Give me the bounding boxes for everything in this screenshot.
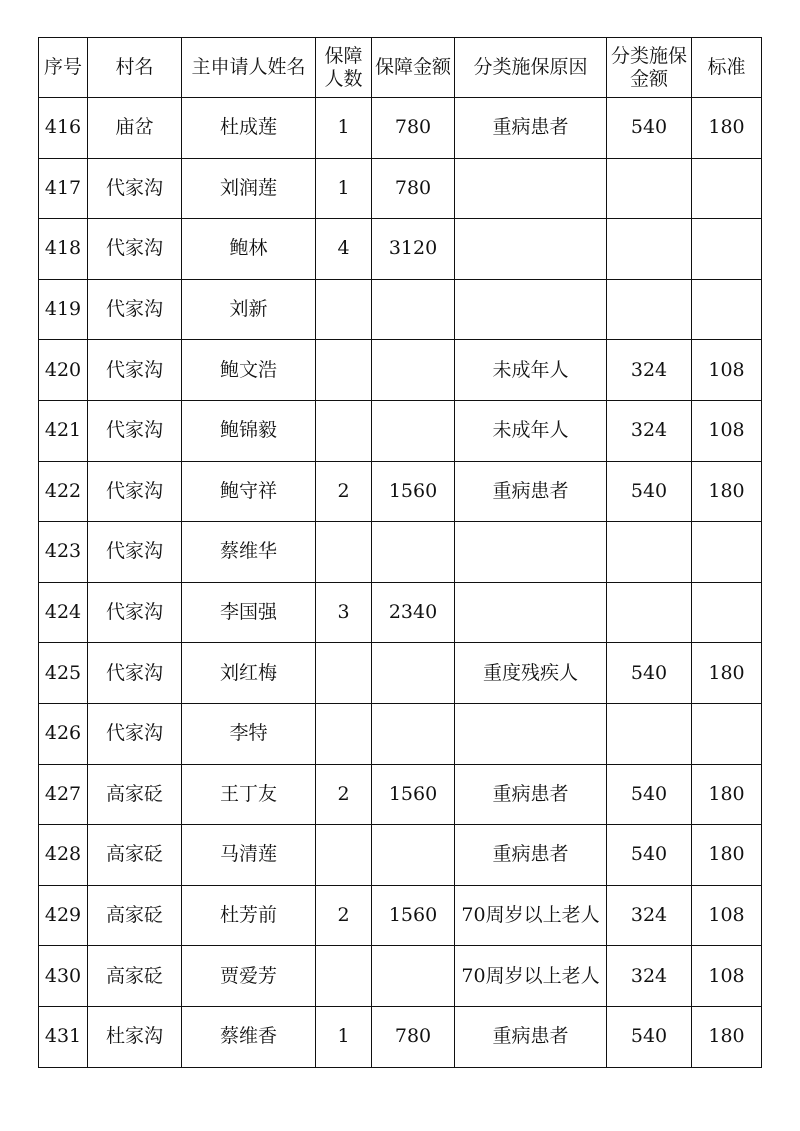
- cell-serial-no: 427: [39, 764, 88, 825]
- cell-standard: 180: [692, 825, 762, 886]
- cell-covered-persons: [316, 825, 372, 886]
- cell-covered-persons: 2: [316, 764, 372, 825]
- cell-standard: 108: [692, 885, 762, 946]
- cell-covered-persons: [316, 703, 372, 764]
- header-category-amount: 分类施保金额: [607, 38, 692, 98]
- cell-category-amount: 324: [607, 400, 692, 461]
- header-covered-persons: 保障人数: [316, 38, 372, 98]
- cell-benefit-amount: [372, 825, 455, 886]
- cell-serial-no: 429: [39, 885, 88, 946]
- cell-applicant-name: 鲍守祥: [182, 461, 316, 522]
- cell-applicant-name: 杜芳前: [182, 885, 316, 946]
- header-category-reason: 分类施保原因: [455, 38, 607, 98]
- cell-category-reason: 重病患者: [455, 825, 607, 886]
- cell-category-amount: 540: [607, 764, 692, 825]
- cell-standard: 180: [692, 764, 762, 825]
- cell-village: 高家砭: [88, 764, 182, 825]
- cell-serial-no: 422: [39, 461, 88, 522]
- cell-covered-persons: 1: [316, 1006, 372, 1067]
- cell-category-reason: 70周岁以上老人: [455, 885, 607, 946]
- cell-category-amount: 540: [607, 1006, 692, 1067]
- header-standard: 标准: [692, 38, 762, 98]
- cell-covered-persons: 3: [316, 582, 372, 643]
- cell-category-reason: 未成年人: [455, 340, 607, 401]
- table-row: [39, 643, 762, 704]
- cell-benefit-amount: 1560: [372, 764, 455, 825]
- cell-benefit-amount: [372, 643, 455, 704]
- cell-covered-persons: 2: [316, 461, 372, 522]
- cell-village: 代家沟: [88, 279, 182, 340]
- cell-standard: [692, 703, 762, 764]
- cell-village: 代家沟: [88, 158, 182, 219]
- header-village: 村名: [88, 38, 182, 98]
- header-serial-no: 序号: [39, 38, 88, 98]
- table-row: [39, 582, 762, 643]
- cell-standard: 180: [692, 1006, 762, 1067]
- cell-applicant-name: 贾爱芳: [182, 946, 316, 1007]
- cell-village: 代家沟: [88, 703, 182, 764]
- table-row: [39, 279, 762, 340]
- cell-village: 高家砭: [88, 885, 182, 946]
- cell-serial-no: 416: [39, 98, 88, 159]
- cell-category-reason: 重病患者: [455, 1006, 607, 1067]
- table-row: [39, 522, 762, 583]
- cell-category-reason: [455, 703, 607, 764]
- cell-category-reason: 重度残疾人: [455, 643, 607, 704]
- cell-serial-no: 431: [39, 1006, 88, 1067]
- cell-applicant-name: 鲍锦毅: [182, 400, 316, 461]
- cell-category-amount: 324: [607, 340, 692, 401]
- cell-benefit-amount: 2340: [372, 582, 455, 643]
- cell-village: 高家砭: [88, 825, 182, 886]
- cell-standard: [692, 219, 762, 280]
- cell-category-amount: 540: [607, 825, 692, 886]
- cell-category-reason: [455, 219, 607, 280]
- cell-category-reason: [455, 279, 607, 340]
- table-row: [39, 1006, 762, 1067]
- table-row: [39, 98, 762, 159]
- table-row: [39, 158, 762, 219]
- cell-serial-no: 428: [39, 825, 88, 886]
- cell-applicant-name: 刘红梅: [182, 643, 316, 704]
- cell-category-reason: 重病患者: [455, 764, 607, 825]
- cell-village: 代家沟: [88, 219, 182, 280]
- table-row: [39, 703, 762, 764]
- cell-standard: [692, 158, 762, 219]
- cell-category-amount: 324: [607, 946, 692, 1007]
- cell-serial-no: 426: [39, 703, 88, 764]
- cell-category-reason: 未成年人: [455, 400, 607, 461]
- cell-standard: 108: [692, 400, 762, 461]
- cell-applicant-name: 刘润莲: [182, 158, 316, 219]
- cell-applicant-name: 鲍林: [182, 219, 316, 280]
- cell-village: 代家沟: [88, 582, 182, 643]
- cell-category-amount: [607, 219, 692, 280]
- cell-benefit-amount: 780: [372, 158, 455, 219]
- cell-applicant-name: 蔡维华: [182, 522, 316, 583]
- cell-benefit-amount: [372, 279, 455, 340]
- cell-village: 代家沟: [88, 643, 182, 704]
- cell-applicant-name: 马清莲: [182, 825, 316, 886]
- table-row: [39, 764, 762, 825]
- cell-applicant-name: 王丁友: [182, 764, 316, 825]
- cell-category-amount: [607, 703, 692, 764]
- cell-standard: 180: [692, 643, 762, 704]
- cell-benefit-amount: 1560: [372, 461, 455, 522]
- cell-village: 高家砭: [88, 946, 182, 1007]
- cell-applicant-name: 李特: [182, 703, 316, 764]
- cell-covered-persons: [316, 946, 372, 1007]
- table-body: [39, 98, 762, 1068]
- table-row: [39, 340, 762, 401]
- cell-covered-persons: 1: [316, 158, 372, 219]
- cell-category-reason: [455, 582, 607, 643]
- table-header-row: [39, 38, 762, 98]
- cell-serial-no: 424: [39, 582, 88, 643]
- cell-benefit-amount: [372, 946, 455, 1007]
- cell-standard: 180: [692, 98, 762, 159]
- cell-covered-persons: [316, 340, 372, 401]
- table-row: [39, 885, 762, 946]
- cell-applicant-name: 李国强: [182, 582, 316, 643]
- cell-category-amount: [607, 279, 692, 340]
- cell-standard: 108: [692, 946, 762, 1007]
- cell-benefit-amount: [372, 400, 455, 461]
- cell-category-reason: 重病患者: [455, 98, 607, 159]
- cell-category-amount: 540: [607, 98, 692, 159]
- cell-applicant-name: 刘新: [182, 279, 316, 340]
- header-benefit-amount: 保障金额: [372, 38, 455, 98]
- cell-benefit-amount: [372, 703, 455, 764]
- cell-benefit-amount: 3120: [372, 219, 455, 280]
- cell-applicant-name: 蔡维香: [182, 1006, 316, 1067]
- table-row: [39, 219, 762, 280]
- cell-serial-no: 418: [39, 219, 88, 280]
- cell-category-amount: [607, 522, 692, 583]
- cell-category-amount: 540: [607, 643, 692, 704]
- cell-village: 庙岔: [88, 98, 182, 159]
- cell-category-reason: 70周岁以上老人: [455, 946, 607, 1007]
- assistance-roster-table: [38, 37, 762, 1068]
- cell-covered-persons: [316, 400, 372, 461]
- cell-standard: 180: [692, 461, 762, 522]
- cell-standard: [692, 582, 762, 643]
- cell-serial-no: 417: [39, 158, 88, 219]
- cell-benefit-amount: 780: [372, 98, 455, 159]
- table-row: [39, 825, 762, 886]
- cell-standard: 108: [692, 340, 762, 401]
- table-row: [39, 946, 762, 1007]
- cell-category-reason: [455, 158, 607, 219]
- cell-applicant-name: 杜成莲: [182, 98, 316, 159]
- table-row: [39, 461, 762, 522]
- cell-village: 代家沟: [88, 461, 182, 522]
- cell-category-amount: [607, 158, 692, 219]
- cell-village: 代家沟: [88, 522, 182, 583]
- cell-village: 杜家沟: [88, 1006, 182, 1067]
- cell-serial-no: 430: [39, 946, 88, 1007]
- cell-covered-persons: [316, 522, 372, 583]
- cell-category-reason: 重病患者: [455, 461, 607, 522]
- cell-category-amount: 540: [607, 461, 692, 522]
- cell-category-amount: 324: [607, 885, 692, 946]
- cell-serial-no: 425: [39, 643, 88, 704]
- cell-serial-no: 420: [39, 340, 88, 401]
- cell-benefit-amount: [372, 340, 455, 401]
- cell-covered-persons: 1: [316, 98, 372, 159]
- cell-serial-no: 419: [39, 279, 88, 340]
- cell-covered-persons: 2: [316, 885, 372, 946]
- cell-category-reason: [455, 522, 607, 583]
- cell-benefit-amount: [372, 522, 455, 583]
- header-applicant-name: 主申请人姓名: [182, 38, 316, 98]
- cell-benefit-amount: 780: [372, 1006, 455, 1067]
- cell-standard: [692, 522, 762, 583]
- cell-serial-no: 423: [39, 522, 88, 583]
- cell-village: 代家沟: [88, 340, 182, 401]
- cell-village: 代家沟: [88, 400, 182, 461]
- cell-standard: [692, 279, 762, 340]
- cell-covered-persons: 4: [316, 219, 372, 280]
- cell-covered-persons: [316, 279, 372, 340]
- cell-category-amount: [607, 582, 692, 643]
- cell-applicant-name: 鲍文浩: [182, 340, 316, 401]
- cell-covered-persons: [316, 643, 372, 704]
- cell-serial-no: 421: [39, 400, 88, 461]
- cell-benefit-amount: 1560: [372, 885, 455, 946]
- table-row: [39, 400, 762, 461]
